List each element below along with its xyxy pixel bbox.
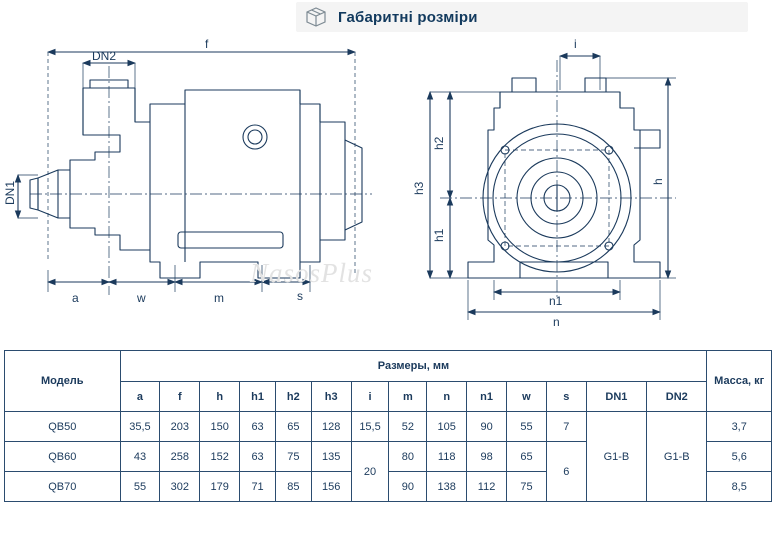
cell-s: 7 <box>546 412 586 442</box>
cell-h2: 75 <box>275 442 311 472</box>
cell-h: 150 <box>200 412 240 442</box>
dim-label-w: w <box>137 291 146 305</box>
cell-a: 43 <box>120 442 160 472</box>
dim-label-a: a <box>72 291 79 305</box>
cell-h2: 65 <box>275 412 311 442</box>
section-header <box>296 2 756 32</box>
th-w: w <box>507 382 547 412</box>
dim-label-n1: n1 <box>549 294 563 308</box>
cell-m: 52 <box>389 412 427 442</box>
th-n: n <box>427 382 467 412</box>
dim-label-s: s <box>297 289 303 303</box>
box-3d-icon <box>304 5 328 29</box>
cell-h: 179 <box>200 472 240 502</box>
cell-a: 35,5 <box>120 412 160 442</box>
th-dn2: DN2 <box>647 382 707 412</box>
cell-dn2: G1-B <box>647 412 707 502</box>
cell-s: 6 <box>546 442 586 502</box>
page-title: Габаритні розміри <box>338 8 478 26</box>
cell-mass: 8,5 <box>707 472 772 502</box>
th-model: Модель <box>5 351 121 412</box>
cell-i: 15,5 <box>351 412 389 442</box>
cell-h1: 71 <box>240 472 276 502</box>
dimension-drawing <box>0 30 776 330</box>
cell-n1: 112 <box>467 472 507 502</box>
cell-h2: 85 <box>275 472 311 502</box>
th-group-dimensions: Размеры, мм <box>120 351 707 382</box>
th-h1: h1 <box>240 382 276 412</box>
dim-label-dn1: DN1 <box>3 180 17 205</box>
dim-label-h: h <box>651 178 665 185</box>
watermark: NasosPlus <box>250 258 374 288</box>
technical-drawing-svg <box>0 30 776 330</box>
cell-model: QB50 <box>5 412 121 442</box>
dimensions-table-wrap <box>4 350 772 502</box>
th-n1: n1 <box>467 382 507 412</box>
th-h3: h3 <box>311 382 351 412</box>
cell-a: 55 <box>120 472 160 502</box>
table-row <box>5 412 772 442</box>
cell-n: 138 <box>427 472 467 502</box>
th-h2: h2 <box>275 382 311 412</box>
dim-label-h2: h2 <box>432 136 446 150</box>
cell-m: 80 <box>389 442 427 472</box>
cell-mass: 5,6 <box>707 442 772 472</box>
dim-label-h3: h3 <box>412 181 426 195</box>
cell-model: QB60 <box>5 442 121 472</box>
cell-i: 20 <box>351 442 389 502</box>
th-i: i <box>351 382 389 412</box>
cell-n1: 98 <box>467 442 507 472</box>
cell-f: 203 <box>160 412 200 442</box>
cell-h3: 156 <box>311 472 351 502</box>
cell-h1: 63 <box>240 442 276 472</box>
cell-w: 75 <box>507 472 547 502</box>
dim-label-i: i <box>574 37 577 51</box>
cell-h3: 128 <box>311 412 351 442</box>
dim-label-h1: h1 <box>432 228 446 242</box>
cell-h1: 63 <box>240 412 276 442</box>
cell-f: 258 <box>160 442 200 472</box>
cell-w: 65 <box>507 442 547 472</box>
cell-w: 55 <box>507 412 547 442</box>
cell-n: 105 <box>427 412 467 442</box>
cell-n: 118 <box>427 442 467 472</box>
cell-model: QB70 <box>5 472 121 502</box>
th-s: s <box>546 382 586 412</box>
dimensions-table <box>4 350 772 502</box>
cell-f: 302 <box>160 472 200 502</box>
cell-h: 152 <box>200 442 240 472</box>
dim-label-dn2: DN2 <box>92 49 117 63</box>
cell-dn1: G1-B <box>586 412 646 502</box>
cell-mass: 3,7 <box>707 412 772 442</box>
th-f: f <box>160 382 200 412</box>
dim-label-m: m <box>214 291 224 305</box>
th-mass: Масса, кг <box>707 351 772 412</box>
dim-label-f: f <box>205 37 209 51</box>
cell-n1: 90 <box>467 412 507 442</box>
dim-label-n: n <box>553 315 560 329</box>
th-a: a <box>120 382 160 412</box>
th-dn1: DN1 <box>586 382 646 412</box>
cell-m: 90 <box>389 472 427 502</box>
th-m: m <box>389 382 427 412</box>
cell-h3: 135 <box>311 442 351 472</box>
th-h: h <box>200 382 240 412</box>
